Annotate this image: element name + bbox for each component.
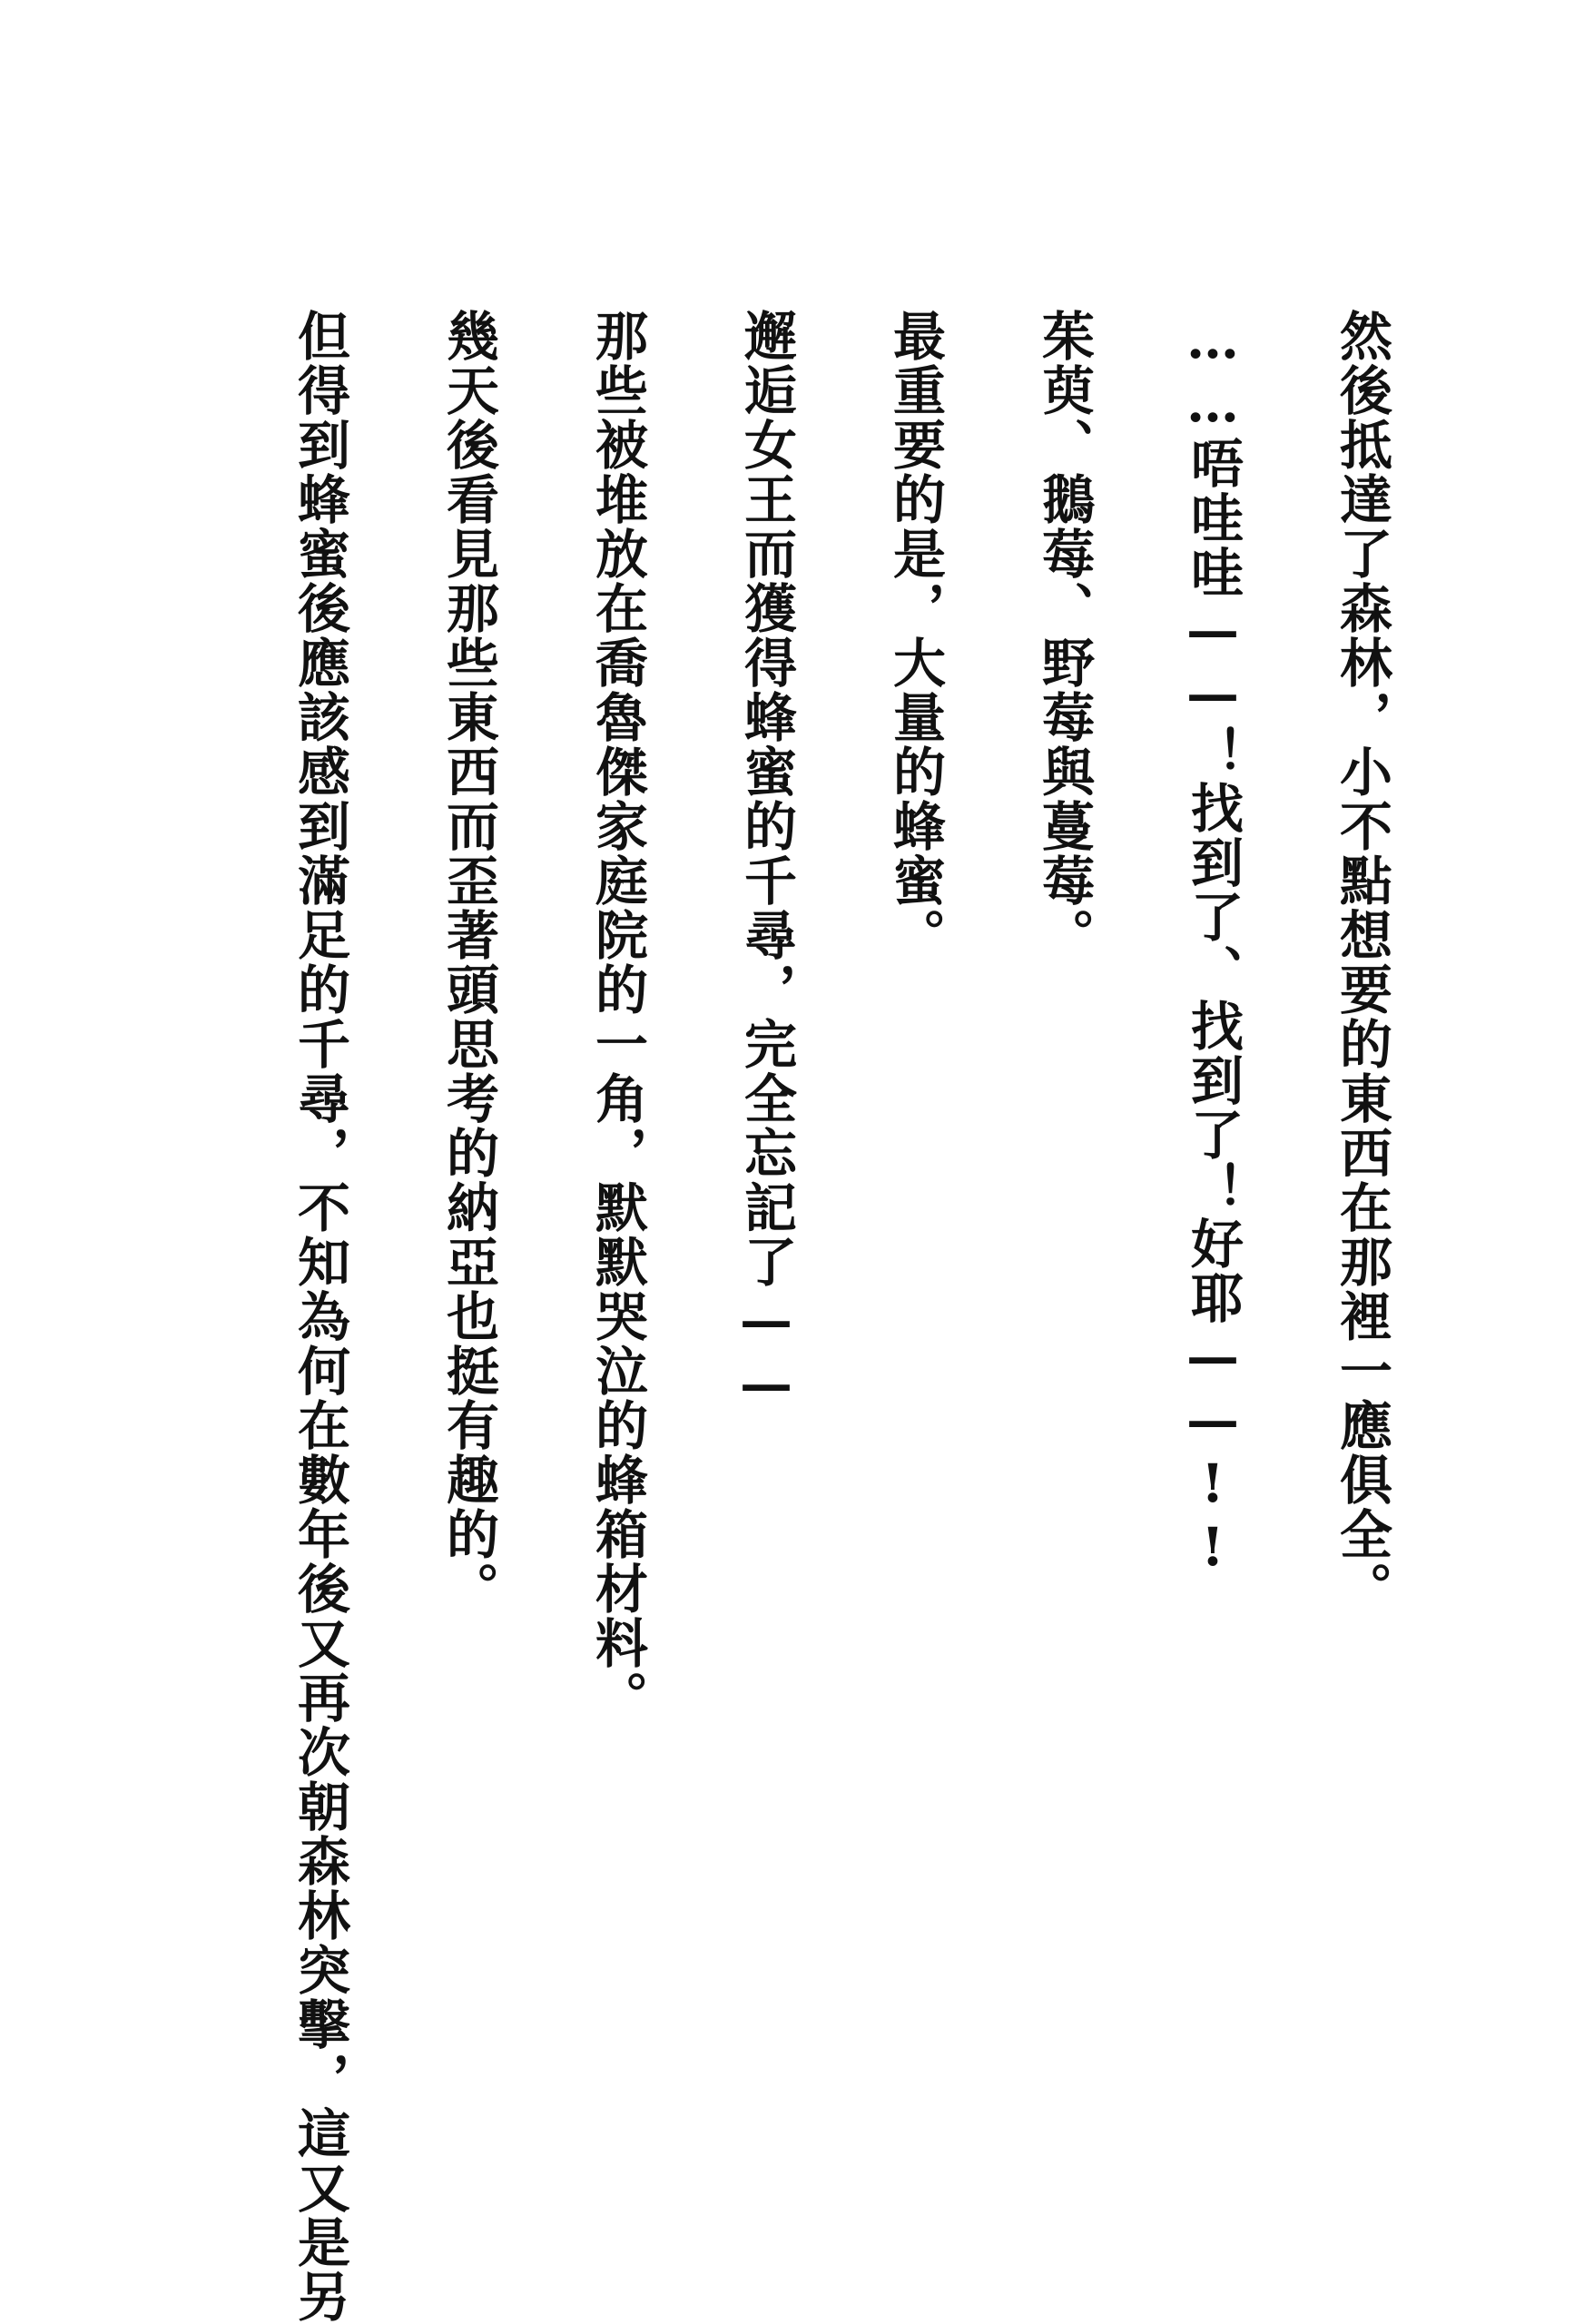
text-line-1: 然後抵達了森林，小不點想要的東西在那裡一應俱全。 [1331, 309, 1392, 1616]
vertical-text-block [118, 309, 1392, 2324]
text-line-2: ……唔哇哇——！找到了、找到了！好耶——!! [1182, 309, 1244, 1580]
text-line-4: 最重要的是，大量的蜂蜜。 [884, 309, 946, 962]
text-line-6: 那些被堆放在喬魯傑家庭院的一角，默默哭泣的蜂箱材料。 [586, 309, 648, 1725]
text-line-5: 邂逅女王而獲得蜂蜜的千尋，完全忘記了—— [735, 309, 797, 1416]
text-line-8: 但得到蜂蜜後應該感到滿足的千尋，不知為何在數年後又再次朝森林突擊，這又是另 [289, 309, 350, 2324]
text-line-7: 幾天後看見那些東西而歪著頭思考的納亞也挺有趣的。 [438, 309, 499, 1616]
text-line-3: 茱萸、鵝莓、野莓與蔓莓。 [1033, 309, 1095, 962]
